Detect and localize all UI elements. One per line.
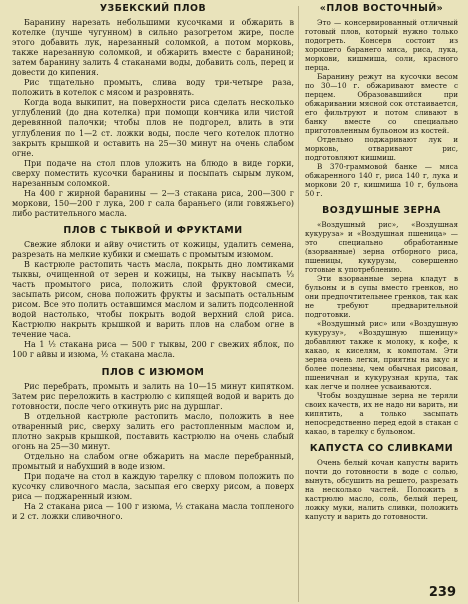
page-number: 239 (428, 585, 456, 600)
right-column (305, 0, 458, 521)
section-title-cabbage-cream: КАПУСТА СО СЛИВКАМИ (309, 443, 454, 454)
plov-raisins-paragraph-4: При подаче на стол в каждую тарелку с пловом положить по кусочку сливочного масла, засыпая его сверху рисом, а поверх риса — поджаренный изюм. (12, 471, 294, 502)
cabbage-cream-paragraph-1: Очень белый кочан капусты варить почти до готовности в воде с солью, вынуть, обсушить на решето, разрезать на несколько частей. Положить в кастрюлю масло, соль, белый перец, ложку муки, налить сливки, положить капусту и варить до готовности. (305, 458, 458, 521)
uzbek-plov-paragraph-4: При подаче на стол плов уложить на блюдо в виде горки, сверху поместить кусочки баранины и посыпать сырым луком, нарезанным соломкой. (12, 158, 294, 188)
plov-pumpkin-paragraph-1: Свежие яблоки и айву очистить от кожицы, удалить семена, разрезать на мелкие кубики и смешать с промытым изюмом. (12, 239, 294, 259)
uzbek-plov-paragraph-2: Рис тщательно промыть, слива воду три-четыре раза, положить в котелок с мясом и разровнять. (12, 78, 294, 98)
section-title-uzbek-plov: УЗБЕКСКИЙ ПЛОВ (99, 3, 207, 14)
plov-raisins-paragraph-1: Рис перебрать, промыть и залить на 10—15 минут кипятком. Затем рис переложить в кастрюлю с кипящей водой и варить до готовности, после чего откинуть рис на дуршлаг. (12, 381, 294, 411)
plov-raisins-ingredients: На 2 стакана риса — 100 г изюма, ½ стакана масла топленого и 2 ст. ложки сливочного. (12, 502, 294, 522)
plov-vostochny-paragraph-3: Отдельно поджаривают лук и морковь, отваривают рис, подготовляют кишмиш. (305, 135, 458, 162)
plov-pumpkin-ingredients: На 1 ½ стакана риса — 500 г тыквы, 200 г свежих яблок, по 100 г айвы и изюма, ½ стакана масла. (12, 340, 294, 360)
plov-pumpkin-paragraph-2: В кастрюле растопить часть масла, покрыть дно ломтиками тыквы, очищенной от зерен и кожицы, на тыкву насыпать ⅓ часть промытого риса, положить слой фруктовой смеси, засыпать рисом, снова положить фрукты и засыпать остальным рисом. Все это полить оставшимся маслом и залить подсоленной водой настолько, чтобы покрыть водой верхний слой риса. Кастрюлю накрыть крышкой и варить плов на слабом огне в течение часа. (12, 260, 294, 340)
uzbek-plov-ingredients: На 400 г жирной баранины — 2—3 стакана риса, 200—300 г моркови, 150—200 г лука, 200 г сала бараньего (или говяжьего) либо растительного масла. (12, 188, 294, 218)
plov-vostochny-composition: В 370-граммовой банке — мяса обжаренного 140 г, риса 140 г, лука и моркови 20 г, кишмиша 10 г, бульона 50 г. (305, 162, 458, 198)
puffed-grains-paragraph-3: «Воздушный рис» или «Воздушную кукурузу», «Воздушную пшеницу» добавляют также к молоку, к кофе, к какао, к киселям, к компотам. Эти зерна очень легки, приятны на вкус и более полезны, чем обычная рисовая, пшеничная и кукурузная крупа, так как легче и полнее усваиваются. (305, 319, 458, 391)
column-divider (298, 6, 299, 602)
plov-vostochny-paragraph-1: Это — консервированный отличный готовый плов, который нужно только подогреть. Консерв состоит из хорошего баранего мяса, риса, лука, моркови, кишмиша, соли, красного перца. (305, 18, 458, 72)
puffed-grains-paragraph-1: «Воздушный рис», «Воздушная кукуруза» и «Воздушная пшеница» — это специально обработанные (взорванные) зерна отборного риса, пшеницы, кукурузы, совершенно готовые к употреблению. (305, 220, 458, 274)
puffed-grains-paragraph-2: Эти взорванные зерна кладут в бульоны и в супы вместо гренков, но они предпочтительнее гренков, так как не требуют предварительной подготовки. (305, 274, 458, 319)
puffed-grains-paragraph-4: Чтобы воздушные зерна не теряли своих качеств, их не надо ни варить, ни кипятить, а только засыпать непосредственно перед едой в стакан с какао, в тарелку с бульоном. (305, 391, 458, 436)
plov-raisins-paragraph-3: Отдельно на слабом огне обжарить на масле перебранный, промытый и набухший в воде изюм. (12, 451, 294, 471)
section-title-plov-pumpkin-fruit: ПЛОВ С ТЫКВОЙ И ФРУКТАМИ (63, 224, 243, 236)
section-title-puffed-grains: ВОЗДУШНЫЕ ЗЕРНА (322, 205, 441, 216)
uzbek-plov-paragraph-1: Баранину нарезать небольшими кусочками и обжарить в котелке (лучше чугунном) в сильно разогретом жире, после этого добавить лук, нарезанный соломкой, а потом морковь, также нарезанную соломкой, и обжарить вместе с бараниной; затем баранину залить 4 стаканами воды, добавить соль, перец и довести до кипения. (12, 18, 294, 78)
plov-raisins-paragraph-2: В отдельной кастрюле растопить масло, положить в нее отваренный рис, сверху залить его растопленным маслом и, плотно закрыв крышкой, поставить кастрюлю на очень слабый огонь на 25—30 минут. (12, 411, 294, 451)
section-title-plov-vostochny: «ПЛОВ ВОСТОЧНЫЙ» (319, 3, 444, 14)
section-title-plov-raisins: ПЛОВ С ИЗЮМОМ (101, 366, 205, 378)
plov-vostochny-paragraph-2: Баранину режут на кусочки весом по 30—10 г. обжаривают вместе с перцем. Образовавшийся при обжаривании мясной сок отстаивается, его фильтруют и потом сливают в банку вместе со специально приготовленным бульоном из костей. (305, 72, 458, 135)
uzbek-plov-paragraph-3: Когда вода выкипит, на поверхности риса сделать несколько углублений (до дна котелка) при помощи кончика или чистой деревянной палочки; чтобы плов не подгорел, влить в эти углубления по 1—2 ст. ложки воды, после чего котелок плотно закрыть крышкой и оставить на 25—30 минут на очень слабом огне. (12, 98, 294, 158)
left-column (12, 0, 294, 522)
